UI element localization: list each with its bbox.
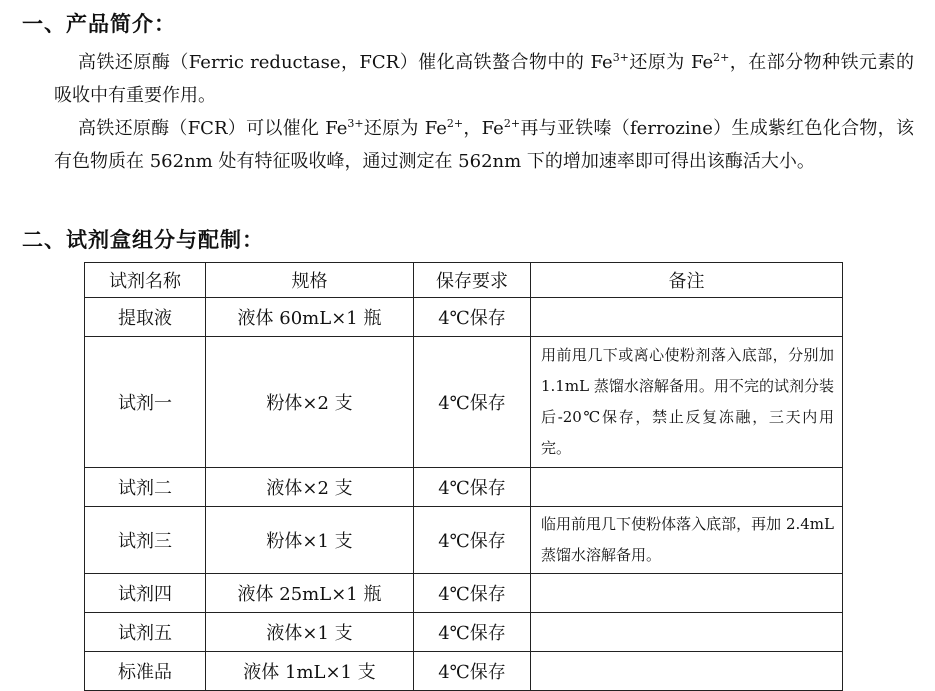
table-row [85,337,843,468]
reagent-spec: 液体 25mL×1 瓶 [206,574,414,613]
table-row [85,468,843,507]
reagent-note [531,613,843,652]
reagent-note [531,468,843,507]
superscript: 2+ [503,117,521,130]
intro-paragraph-2 [54,112,914,178]
table-row [85,507,843,574]
reagent-storage: 4℃保存 [414,613,531,652]
header-spec: 规格 [206,263,414,298]
reagent-note: 用前甩几下或离心使粉剂落入底部，分别加 1.1mL 蒸馏水溶解备用。用不完的试剂分装后-20℃保存，禁止反复冻融，三天内用完。 [531,337,843,468]
reagent-storage: 4℃保存 [414,507,531,574]
superscript: 2+ [713,51,730,64]
superscript: 3+ [612,51,629,64]
table-header-row [85,263,843,298]
reagent-spec: 液体×1 支 [206,613,414,652]
text-run: ，Fe [463,118,504,139]
table-row [85,574,843,613]
text-run: 高铁还原酶（Ferric reductase，FCR）催化高铁螯合物中的 Fe [78,52,613,73]
superscript: 3+ [347,117,364,130]
reagent-name: 试剂二 [85,468,206,507]
reagent-spec: 液体 60mL×1 瓶 [206,298,414,337]
reagent-name: 提取液 [85,298,206,337]
reagent-name: 试剂四 [85,574,206,613]
table-row [85,652,843,691]
reagent-table [84,262,843,691]
reagent-name: 试剂五 [85,613,206,652]
reagent-storage: 4℃保存 [414,652,531,691]
reagent-name: 标准品 [85,652,206,691]
header-reagent-name: 试剂名称 [85,263,206,298]
reagent-spec: 粉体×1 支 [206,507,414,574]
reagent-spec: 液体×2 支 [206,468,414,507]
reagent-name: 试剂三 [85,507,206,574]
reagent-name: 试剂一 [85,337,206,468]
reagent-note [531,574,843,613]
table-row [85,298,843,337]
intro-paragraph-1 [54,46,914,112]
reagent-note [531,652,843,691]
text-run: 还原为 Fe [363,118,447,139]
text-run: ，在部分物种铁元素的吸收中有重要作用。 [54,52,914,106]
section-heading-product-intro: 一、产品简介： [22,12,176,36]
section-heading-kit-components: 二、试剂盒组分与配制： [22,228,264,252]
text-run: 再与亚铁嗪（ferrozine）生成紫红色化合物，该有色物质在 562nm 处有特征吸收峰，通过测定在 562nm 下的增加速率即可得出该酶活大小。 [54,118,914,172]
text-run: 还原为 Fe [628,52,714,73]
reagent-spec: 液体 1mL×1 支 [206,652,414,691]
header-storage: 保存要求 [414,263,531,298]
reagent-spec: 粉体×2 支 [206,337,414,468]
reagent-storage: 4℃保存 [414,298,531,337]
text-run: 高铁还原酶（FCR）可以催化 Fe [78,118,348,139]
superscript: 2+ [446,117,464,130]
reagent-note [531,298,843,337]
table-row [85,613,843,652]
reagent-storage: 4℃保存 [414,468,531,507]
reagent-note: 临用前甩几下使粉体落入底部，再加 2.4mL 蒸馏水溶解备用。 [531,507,843,574]
reagent-storage: 4℃保存 [414,337,531,468]
reagent-storage: 4℃保存 [414,574,531,613]
header-notes: 备注 [531,263,843,298]
